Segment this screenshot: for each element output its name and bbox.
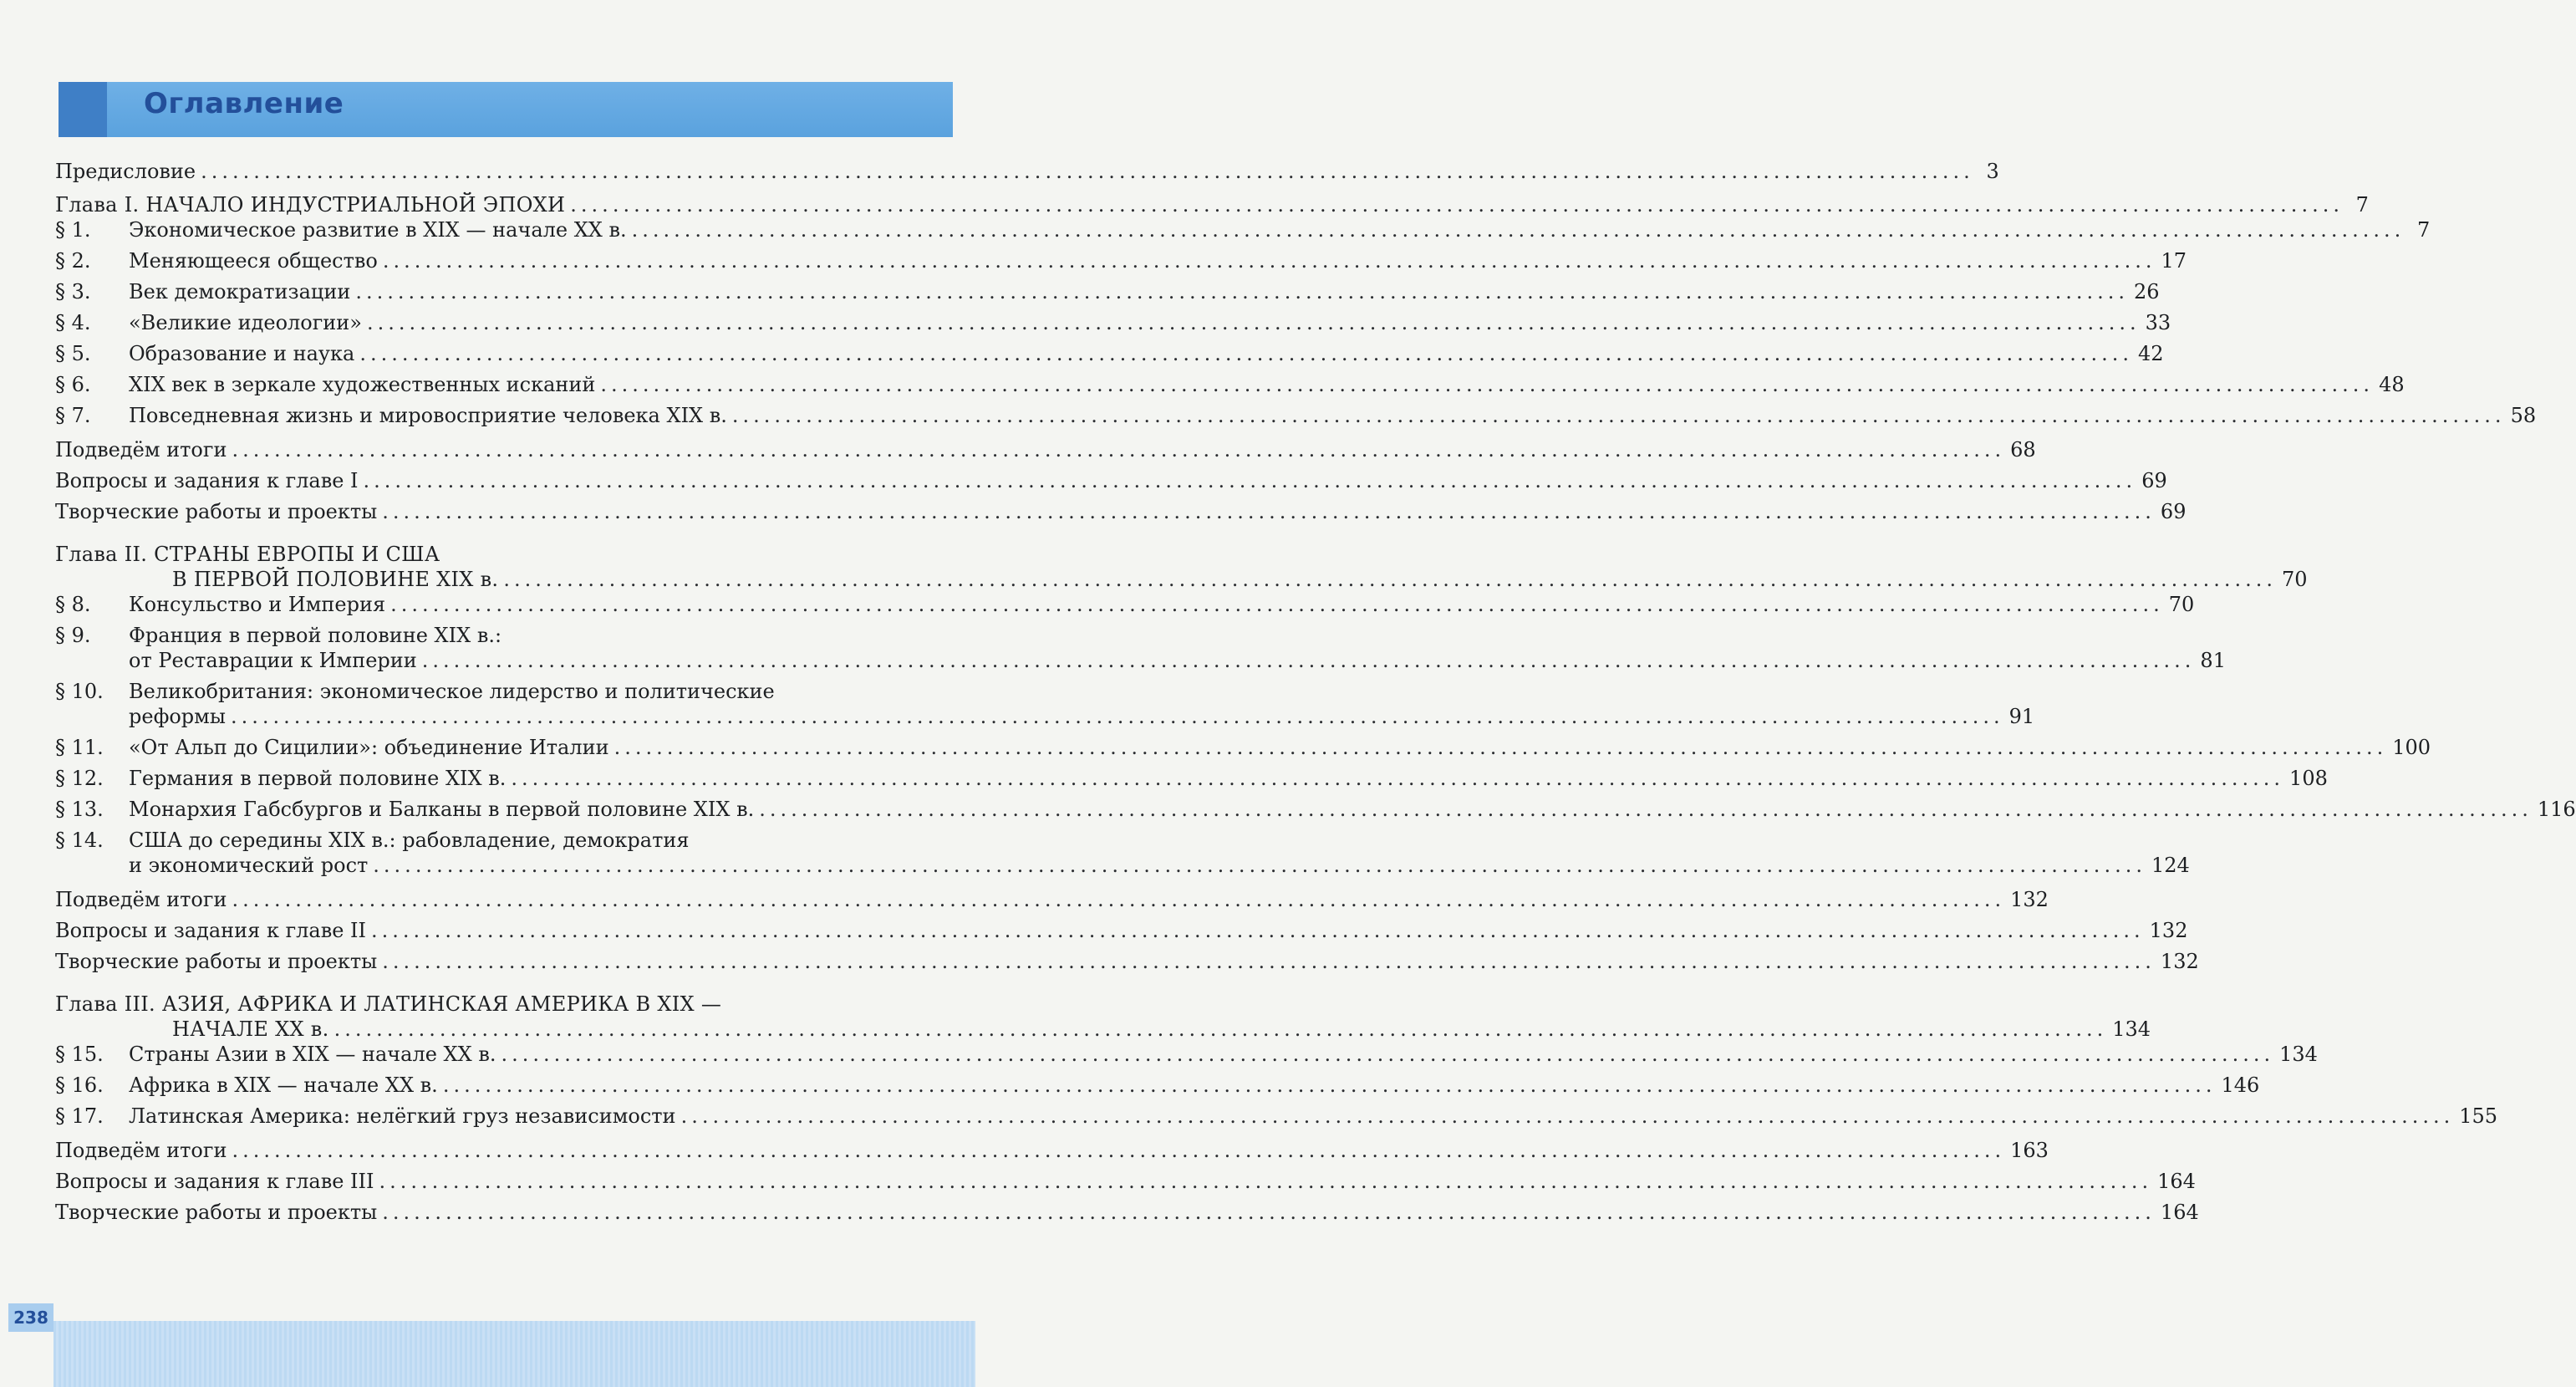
toc-entry-page: 68 — [2010, 438, 2036, 461]
section-number: § 10. — [55, 680, 104, 703]
section-number: § 16. — [55, 1073, 104, 1097]
toc-entry-page: 134 — [2279, 1043, 2318, 1066]
dot-leader — [600, 372, 2374, 397]
section-title-continued: от Реставрации к Империи — [129, 649, 417, 672]
section-title: Латинская Америка: нелёгкий груз независимости — [129, 1104, 676, 1128]
toc-section-13[interactable] — [55, 797, 2576, 822]
section-number: § 5. — [55, 342, 91, 365]
toc-entry-label: Вопросы и задания к главе I — [55, 469, 359, 492]
toc-ch2-questions[interactable] — [55, 918, 2188, 943]
toc-section-14[interactable] — [55, 828, 953, 853]
toc-ch2-summary[interactable] — [55, 887, 2049, 912]
dot-leader — [383, 248, 2156, 273]
section-title: XIX век в зеркале художественных исканий — [129, 373, 596, 396]
toc-ch3-summary[interactable] — [55, 1138, 2049, 1163]
dot-leader — [390, 592, 2164, 617]
section-number: § 15. — [55, 1043, 104, 1066]
section-title: Африка в XIX — начале XX в. — [129, 1073, 438, 1097]
dot-leader — [501, 1042, 2274, 1067]
dot-leader — [371, 918, 2145, 943]
toc-entry-page: 58 — [2510, 404, 2537, 427]
toc-chapter-1[interactable] — [55, 192, 2369, 217]
toc-entry-page: 48 — [2379, 373, 2405, 396]
toc-ch1-questions[interactable] — [55, 468, 2167, 493]
toc-entry-label: Подведём итоги — [55, 438, 227, 461]
section-title: «Великие идеологии» — [129, 311, 362, 334]
toc-chapter-3-line2[interactable] — [55, 1017, 2151, 1042]
section-title: Монархия Габсбургов и Балканы в первой половине XIX в. — [129, 798, 755, 821]
toc-section-15[interactable] — [55, 1042, 2318, 1067]
section-number: § 4. — [55, 311, 91, 334]
toc-section-7[interactable] — [55, 403, 2537, 428]
section-number: § 17. — [55, 1104, 104, 1128]
dot-leader — [570, 192, 2344, 217]
section-title: Образование и наука — [129, 342, 355, 365]
section-number: § 9. — [55, 624, 91, 647]
toc-entry-label: Подведём итоги — [55, 1139, 227, 1162]
toc-section-5[interactable] — [55, 341, 2164, 366]
section-title: Век демократизации — [129, 280, 351, 303]
section-number: § 11. — [55, 736, 104, 759]
toc-section-4[interactable] — [55, 310, 2171, 335]
toc-entry-page: 69 — [2160, 500, 2187, 523]
toc-entry-page: 163 — [2010, 1139, 2049, 1162]
chapter-title: Глава III. АЗИЯ, АФРИКА И ЛАТИНСКАЯ АМЕРИКА В XIX — — [55, 992, 722, 1016]
toc-entry-page: 134 — [2112, 1017, 2151, 1041]
toc-ch3-questions[interactable] — [55, 1169, 2196, 1194]
section-number: § 6. — [55, 373, 91, 396]
section-number: § 14. — [55, 829, 104, 852]
toc-section-10[interactable] — [55, 679, 953, 704]
section-number: § 1. — [55, 218, 91, 242]
toc-entry-page: 132 — [2010, 888, 2049, 911]
toc-section-10-cont[interactable] — [55, 704, 2035, 729]
toc-entry-page: 116 — [2537, 798, 2576, 821]
toc-entry-page: 33 — [2145, 311, 2171, 334]
toc-section-12[interactable] — [55, 766, 2328, 791]
toc-entry-page: 100 — [2392, 736, 2431, 759]
toc-entry-page: 132 — [2149, 919, 2188, 942]
dot-leader — [614, 735, 2388, 760]
section-number: § 8. — [55, 593, 91, 616]
chapter-title: Глава II. СТРАНЫ ЕВРОПЫ И США — [55, 543, 440, 566]
dot-leader — [359, 341, 2133, 366]
section-title: Меняющееся общество — [129, 249, 378, 273]
section-title: Повседневная жизнь и мировосприятие человека XIX в. — [129, 404, 727, 427]
section-title: «От Альп до Сицилии»: объединение Италии — [129, 736, 609, 759]
chapter-title: Глава I. НАЧАЛО ИНДУСТРИАЛЬНОЙ ЭПОХИ — [55, 193, 566, 217]
section-number: § 13. — [55, 798, 104, 821]
toc-section-8[interactable] — [55, 592, 2195, 617]
toc-entry-label: Подведём итоги — [55, 888, 227, 911]
toc-entry-preface[interactable] — [55, 159, 1999, 184]
toc-section-2[interactable] — [55, 248, 2187, 273]
dot-leader — [355, 279, 2129, 304]
toc-entry-label: Предисловие — [55, 160, 196, 183]
toc-section-16[interactable] — [55, 1073, 2260, 1098]
section-number: § 2. — [55, 249, 91, 273]
section-title: Экономическое развитие в XIX — начале XX в. — [129, 218, 627, 242]
dot-leader — [732, 403, 2506, 428]
toc-section-3[interactable] — [55, 279, 2160, 304]
toc-entry-page: 3 — [1986, 160, 1999, 183]
dot-leader — [364, 468, 2137, 493]
section-title: Франция в первой половине XIX в.: — [129, 624, 502, 647]
section-number: § 3. — [55, 280, 91, 303]
dot-leader — [503, 567, 2277, 592]
toc-ch1-summary[interactable] — [55, 437, 2036, 462]
toc-entry-page: 164 — [2160, 1201, 2199, 1224]
toc-chapter-3-line1[interactable] — [55, 992, 953, 1017]
section-title: Страны Азии в XIX — начале XX в. — [129, 1043, 496, 1066]
dot-leader — [632, 217, 2405, 242]
toc-entry-page: 17 — [2161, 249, 2187, 273]
toc-entry-page: 42 — [2138, 342, 2164, 365]
toc-entry-page: 91 — [2008, 705, 2035, 728]
toc-entry-page: 70 — [2168, 593, 2195, 616]
toc-section-9[interactable] — [55, 623, 953, 648]
dot-leader — [379, 1169, 2152, 1194]
dot-leader — [759, 797, 2533, 822]
footer-band — [53, 1321, 975, 1387]
toc-section-17[interactable] — [55, 1104, 2498, 1129]
toc-section-14-cont[interactable] — [55, 853, 2190, 878]
page-title: Оглавление — [144, 87, 344, 120]
toc-entry-page: 108 — [2289, 767, 2328, 790]
toc-entry-page: 69 — [2141, 469, 2167, 492]
toc-section-11[interactable] — [55, 735, 2431, 760]
section-title: Великобритания: экономическое лидерство и политические — [129, 680, 775, 703]
section-number: § 12. — [55, 767, 104, 790]
toc-entry-page: 164 — [2157, 1170, 2196, 1193]
dot-leader — [367, 310, 2141, 335]
section-title-continued: и экономический рост — [129, 854, 369, 877]
dot-leader — [382, 949, 2156, 974]
toc-ch3-projects[interactable] — [55, 1200, 2199, 1225]
section-number: § 7. — [55, 404, 91, 427]
dot-leader — [382, 499, 2156, 524]
toc-entry-page: 7 — [2417, 218, 2431, 242]
toc-chapter-2-line2[interactable] — [55, 567, 2308, 592]
dot-leader — [334, 1017, 2108, 1042]
dot-leader — [422, 648, 2196, 673]
toc-section-9-cont[interactable] — [55, 648, 2226, 673]
toc-entry-page: 81 — [2200, 649, 2226, 672]
dot-leader — [232, 1138, 2005, 1163]
dot-leader — [443, 1073, 2217, 1098]
chapter-title-continued: В ПЕРВОЙ ПОЛОВИНЕ XIX в. — [172, 568, 499, 591]
page-number: 238 — [8, 1303, 53, 1332]
toc-entry-label: Вопросы и задания к главе II — [55, 919, 366, 942]
dot-leader — [231, 704, 2004, 729]
toc-chapter-2-line1[interactable] — [55, 542, 953, 567]
toc-entry-page: 124 — [2151, 854, 2190, 877]
header-tab-accent — [59, 82, 107, 137]
section-title: Германия в первой половине XIX в. — [129, 767, 507, 790]
toc-entry-page: 7 — [2355, 193, 2369, 217]
toc-entry-label: Вопросы и задания к главе III — [55, 1170, 374, 1193]
dot-leader — [681, 1104, 2455, 1129]
toc-entry-page: 146 — [2221, 1073, 2260, 1097]
toc-entry-label: Творческие работы и проекты — [55, 1201, 378, 1224]
dot-leader — [232, 887, 2005, 912]
toc-entry-page: 70 — [2281, 568, 2308, 591]
section-title: США до середины XIX в.: рабовладение, демократия — [129, 829, 690, 852]
toc-section-6[interactable] — [55, 372, 2405, 397]
dot-leader — [373, 853, 2146, 878]
toc-entry-page: 132 — [2160, 950, 2199, 973]
section-title: Консульство и Империя — [129, 593, 386, 616]
toc-entry-page: 26 — [2134, 280, 2160, 303]
dot-leader — [382, 1200, 2156, 1225]
toc-entry-label: Творческие работы и проекты — [55, 500, 378, 523]
dot-leader — [511, 766, 2284, 791]
chapter-title-continued: НАЧАЛЕ XX в. — [172, 1017, 329, 1041]
dot-leader — [201, 159, 1974, 184]
section-title-continued: реформы — [129, 705, 226, 728]
toc-entry-label: Творческие работы и проекты — [55, 950, 378, 973]
toc-section-1[interactable] — [55, 217, 2431, 242]
toc-entry-page: 155 — [2459, 1104, 2498, 1128]
toc-ch1-projects[interactable] — [55, 499, 2187, 524]
toc-ch2-projects[interactable] — [55, 949, 2199, 974]
dot-leader — [232, 437, 2005, 462]
